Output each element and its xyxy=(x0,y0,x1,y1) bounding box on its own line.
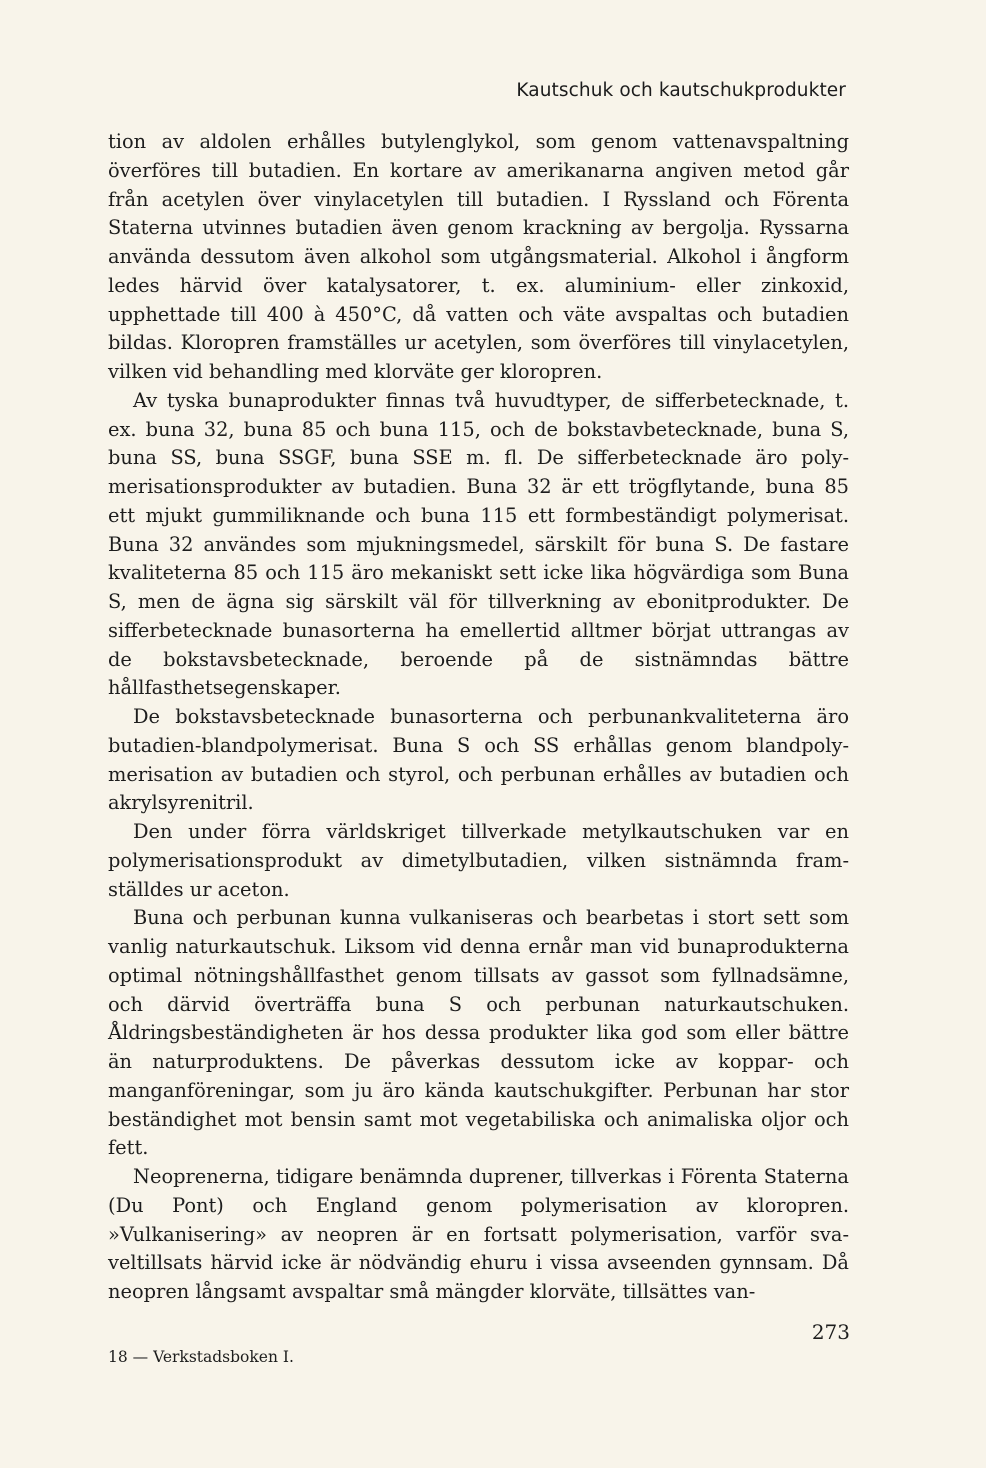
paragraph-4: Den under förra världskriget tillverkade metylkautschuken var en polymerisationsprodukt av dimetylbutadien, vilken sistnämnda framställdes ur aceton. xyxy=(108,820,849,901)
body-text xyxy=(108,128,849,1307)
printer-signature: 18 — Verkstadsboken I. xyxy=(108,1348,294,1366)
running-header: Kautschuk och kautschukprodukter xyxy=(516,80,846,101)
paragraph-1: tion av aldolen erhålles butylenglykol, som genom vattenavspaltning överföres till butadien. En kortare av amerikanarna angiven metod går från acetylen över vinylacetylen till butadien. I Ryssland och Förenta Staterna utvinnes butadien även genom krackning av bergolja. Ryssarna använda dessutom även alkohol som utgångsmaterial. Alkohol i ångform ledes härvid över katalysatorer, t. ex. aluminium- eller zinkoxid, upphettade till 400 à 450°C, då vatten och väte avspaltas och butadien bildas. Kloropren framställes ur acetylen, som överföres till vinylacetylen, vilken vid behandling med klorväte ger kloropren. xyxy=(108,130,849,383)
paragraph-3: De bokstavsbetecknade bunasorterna och perbunankvaliteterna äro butadien-blandpolymerisat. Buna S och SS erhållas genom blandpolymerisation av butadien och styrol, och perbunan erhålles av butadien och akrylsyrenitril. xyxy=(108,705,849,815)
page-number: 273 xyxy=(811,1320,850,1344)
paragraph-2: Av tyska bunaprodukter finnas två huvudtyper, de sifferbetecknade, t. ex. buna 32, buna 85 och buna 115, och de bokstavbetecknade, buna S, buna SS, buna SSGF, buna SSE m. fl. De sifferbetecknade äro polymerisationsprodukter av butadien. Buna 32 är ett trögflytande, buna 85 ett mjukt gummiliknande och buna 115 ett formbeständigt polymerisat. Buna 32 användes som mjukningsmedel, särskilt för buna S. De fastare kvaliteterna 85 och 115 äro mekaniskt sett icke lika högvärdiga som Buna S, men de ägna sig särskilt väl för tillverkning av ebonitprodukter. De sifferbetecknade bunasorterna ha emellertid alltmer börjat uttrangas av de bokstavsbetecknade, beroende på de sistnämndas bättre hållfasthetsegenskaper. xyxy=(108,388,849,700)
paragraph-5: Buna och perbunan kunna vulkaniseras och bearbetas i stort sett som vanlig naturkautschuk. Liksom vid denna ernår man vid bunaprodukterna optimal nötningshållfasthet genom tillsats av gassot som fyllnadsämne, och därvid överträffa buna S och perbunan naturkautschuken. Åldringsbeständigheten är hos dessa produkter lika god som eller bättre än naturproduktens. De påverkas dessutom icke av koppar- och manganföreningar, som ju äro kända kautschukgifter. Perbunan har stor beständighet mot bensin samt mot vegetabiliska och animaliska oljor och fett. xyxy=(108,906,849,1160)
paragraph-6: Neoprenerna, tidigare benämnda duprener, tillverkas i Förenta Staterna (Du Pont) och England genom polymerisation av kloropren. »Vulkanisering» av neopren är en fortsatt polymerisation, varför svaveltillsats härvid icke är nödvändig ehuru i vissa avseenden gynnsam. Då neopren långsamt avspaltar små mängder klorväte, tillsättes van- xyxy=(108,1165,849,1303)
